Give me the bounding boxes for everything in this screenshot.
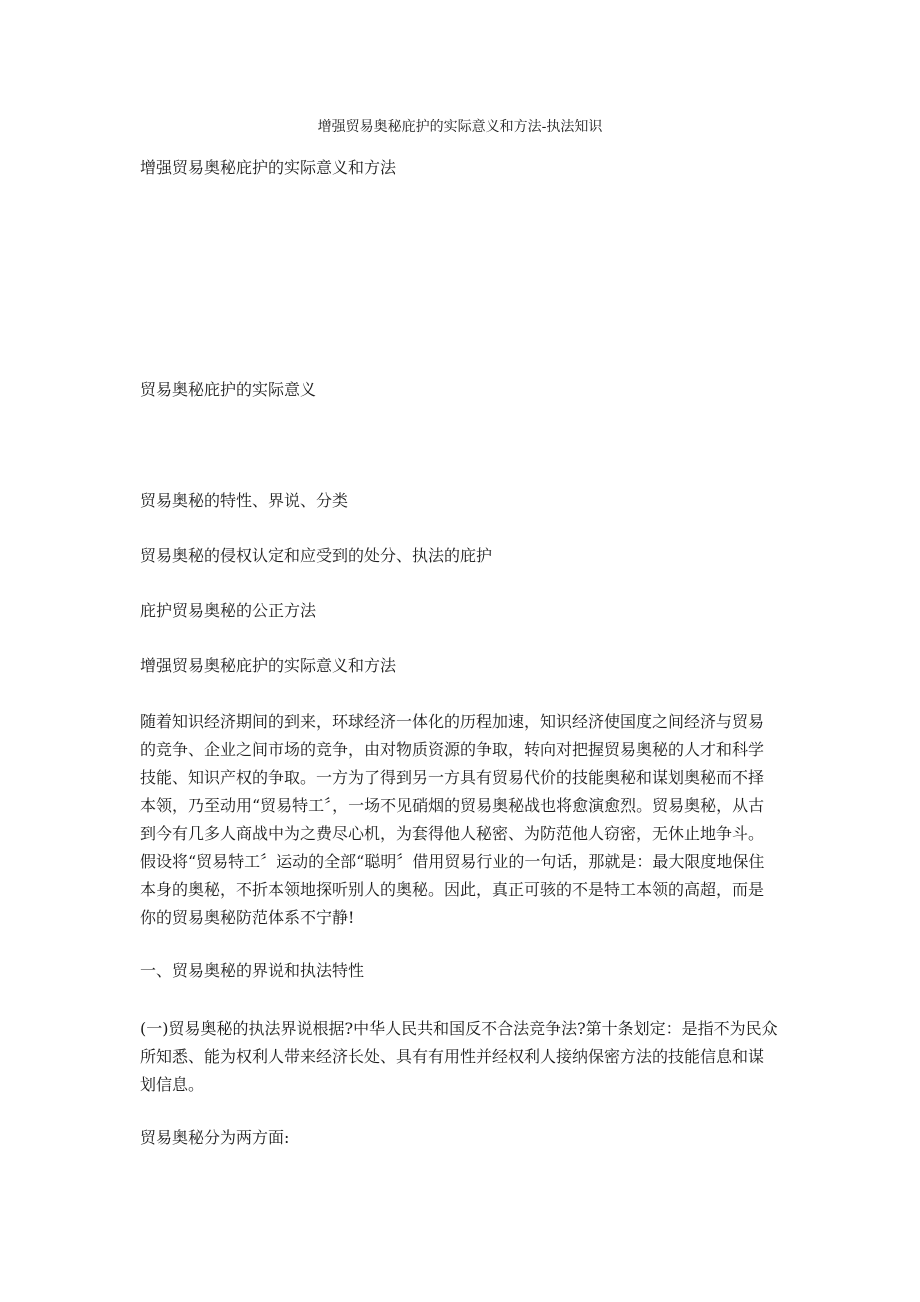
toc-item: 贸易奥秘的侵权认定和应受到的处分、执法的庇护	[140, 546, 493, 565]
paragraph-line: 随着知识经济期间的到来，环球经济一体化的历程加速，知识经济使国度之间经济与贸易	[140, 712, 765, 731]
paragraph-line: 本身的奥秘，不折本领地探听别人的奥秘。因此，真正可骇的不是特工本领的高超，而是	[140, 880, 765, 899]
toc-item: 贸易奥秘庇护的实际意义	[140, 380, 317, 399]
definition-paragraph	[140, 1015, 790, 1099]
toc-item: 贸易奥秘的特性、界说、分类	[140, 491, 349, 510]
toc-item: 增强贸易奥秘庇护的实际意义和方法	[140, 656, 397, 675]
section-heading: 一、贸易奥秘的界说和执法特性	[140, 961, 365, 980]
paragraph-line: 的竞争、企业之间市场的竞争，由对物质资源的争取，转向对把握贸易奥秘的人才和科学	[140, 740, 765, 759]
intro-paragraph	[140, 708, 790, 932]
paragraph-line: (一)贸易奥秘的执法界说根据?中华人民共和国反不合法竞争法?第十条划定：是指不为民众	[140, 1019, 778, 1038]
document-subtitle: 增强贸易奥秘庇护的实际意义和方法	[140, 158, 397, 177]
paragraph-line: 本领，乃至动用“贸易特工〞，一场不见硝烟的贸易奥秘战也将愈演愈烈。贸易奥秘，从古	[140, 796, 765, 815]
paragraph-line: 假设将“贸易特工〞运动的全部“聪明〞借用贸易行业的一句话，那就是：最大限度地保住	[140, 852, 765, 871]
paragraph-line: 到今有几多人商战中为之费尽心机，为套得他人秘密、为防范他人窃密，无休止地争斗。	[140, 824, 765, 843]
two-aspects-line: 贸易奥秘分为两方面:	[140, 1128, 290, 1147]
document-title: 增强贸易奥秘庇护的实际意义和方法-执法知识	[317, 119, 603, 135]
paragraph-line: 技能、知识产权的争取。一方为了得到另一方具有贸易代价的技能奥秘和谋划奥秘而不择	[140, 768, 765, 787]
paragraph-line: 划信息。	[140, 1075, 205, 1094]
paragraph-line: 你的贸易奥秘防范体系不宁静!	[140, 908, 355, 927]
paragraph-line: 所知悉、能为权利人带来经济长处、具有有用性并经权利人接纳保密方法的技能信息和谋	[140, 1047, 765, 1066]
toc-item: 庇护贸易奥秘的公正方法	[140, 601, 317, 620]
